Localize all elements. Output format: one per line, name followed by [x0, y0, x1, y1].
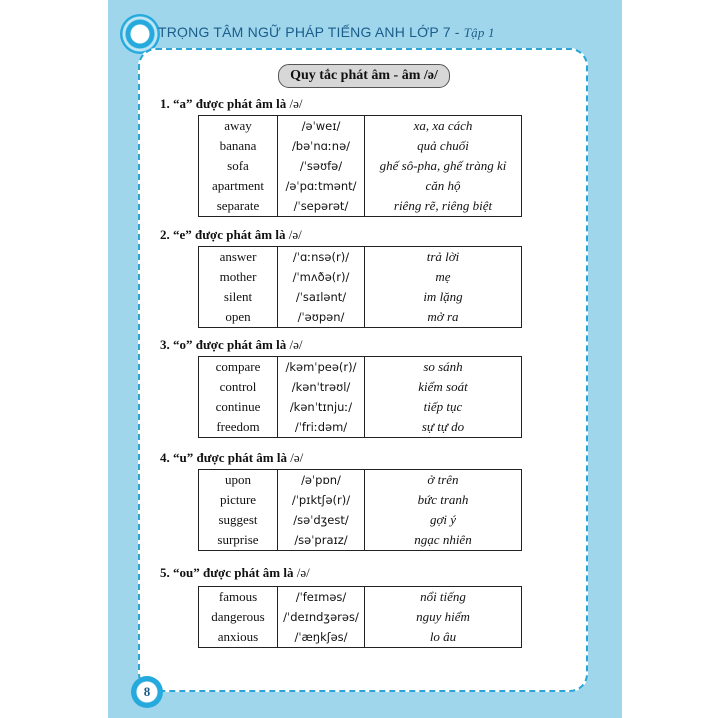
page-number: 8: [131, 676, 163, 708]
section-heading: 3. “o” được phát âm là /ə/: [160, 337, 303, 352]
meaning-cell: bức tranh: [365, 490, 522, 510]
meaning-cell: ghế sô-pha, ghế tràng kỉ: [365, 156, 522, 176]
meaning-cell: riêng rẽ, riêng biệt: [365, 196, 522, 217]
table-row: [199, 490, 522, 510]
table-row: [199, 377, 522, 397]
word-table: [198, 115, 522, 217]
table-row: [199, 116, 522, 137]
ipa-cell: /ˈfeɪməs/: [278, 587, 365, 608]
table-row: [199, 587, 522, 608]
table-row: [199, 267, 522, 287]
word-cell: picture: [199, 490, 278, 510]
table-row: [199, 247, 522, 268]
word-table: [198, 246, 522, 328]
section-heading: 2. “e” được phát âm là /ə/: [160, 227, 302, 242]
table-row: [199, 470, 522, 491]
meaning-cell: nguy hiểm: [365, 607, 522, 627]
table-row: [199, 397, 522, 417]
word-table: [198, 356, 522, 438]
word-cell: compare: [199, 357, 278, 378]
meaning-cell: lo âu: [365, 627, 522, 648]
ipa-cell: /ˈæŋkʃəs/: [278, 627, 365, 648]
ipa-cell: /səˈdʒest/: [278, 510, 365, 530]
ipa-cell: /ˈɑːnsə(r)/: [278, 247, 365, 268]
meaning-cell: nổi tiếng: [365, 587, 522, 608]
ipa-cell: /ˈpɪktʃə(r)/: [278, 490, 365, 510]
ipa-cell: /kənˈtɪnjuː/: [278, 397, 365, 417]
ipa-cell: /ˈmʌðə(r)/: [278, 267, 365, 287]
word-cell: open: [199, 307, 278, 328]
table-row: [199, 607, 522, 627]
ipa-cell: /ˈsəʊfə/: [278, 156, 365, 176]
meaning-cell: quả chuối: [365, 136, 522, 156]
table-row: [199, 176, 522, 196]
word-cell: apartment: [199, 176, 278, 196]
ipa-cell: /ˈəʊpən/: [278, 307, 365, 328]
table-row: [199, 627, 522, 648]
table-row: [199, 357, 522, 378]
table-row: [199, 156, 522, 176]
table-row: [199, 307, 522, 328]
word-cell: banana: [199, 136, 278, 156]
word-cell: surprise: [199, 530, 278, 551]
header-title: [158, 24, 495, 41]
meaning-cell: trả lời: [365, 247, 522, 268]
meaning-cell: tiếp tục: [365, 397, 522, 417]
section-heading: 4. “u” được phát âm là /ə/: [160, 450, 304, 465]
ipa-cell: /səˈpraɪz/: [278, 530, 365, 551]
meaning-cell: mẹ: [365, 267, 522, 287]
volume-label: Tập 1: [463, 25, 495, 40]
meaning-cell: im lặng: [365, 287, 522, 307]
word-cell: separate: [199, 196, 278, 217]
ipa-cell: /bəˈnɑːnə/: [278, 136, 365, 156]
table-row: [199, 417, 522, 438]
meaning-cell: kiểm soát: [365, 377, 522, 397]
word-cell: anxious: [199, 627, 278, 648]
table-row: [199, 136, 522, 156]
ipa-cell: /əˈpɒn/: [278, 470, 365, 491]
meaning-cell: mở ra: [365, 307, 522, 328]
word-cell: dangerous: [199, 607, 278, 627]
word-cell: freedom: [199, 417, 278, 438]
meaning-cell: căn hộ: [365, 176, 522, 196]
word-cell: mother: [199, 267, 278, 287]
word-cell: away: [199, 116, 278, 137]
ipa-cell: /ˈdeɪndʒərəs/: [278, 607, 365, 627]
word-cell: sofa: [199, 156, 278, 176]
meaning-cell: so sánh: [365, 357, 522, 378]
meaning-cell: ở trên: [365, 470, 522, 491]
word-cell: silent: [199, 287, 278, 307]
table-row: [199, 530, 522, 551]
ipa-cell: /əˈpɑːtmənt/: [278, 176, 365, 196]
ipa-cell: /ˈsaɪlənt/: [278, 287, 365, 307]
section-heading: 1. “a” được phát âm là /ə/: [160, 96, 303, 111]
meaning-cell: sự tự do: [365, 417, 522, 438]
meaning-cell: xa, xa cách: [365, 116, 522, 137]
word-cell: suggest: [199, 510, 278, 530]
ipa-cell: /kəmˈpeə(r)/: [278, 357, 365, 378]
word-cell: answer: [199, 247, 278, 268]
meaning-cell: ngạc nhiên: [365, 530, 522, 551]
section-heading: 5. “ou” được phát âm là /ə/: [160, 565, 310, 580]
word-cell: continue: [199, 397, 278, 417]
word-table: [198, 586, 522, 648]
ipa-cell: /ˈsepərət/: [278, 196, 365, 217]
rule-title: Quy tắc phát âm - âm /ə/: [278, 64, 450, 88]
ipa-cell: /əˈweɪ/: [278, 116, 365, 137]
book-title: TRỌNG TÂM NGỮ PHÁP TIẾNG ANH LỚP 7 -: [158, 24, 464, 40]
word-cell: control: [199, 377, 278, 397]
meaning-cell: gợi ý: [365, 510, 522, 530]
ipa-cell: /kənˈtrəʊl/: [278, 377, 365, 397]
word-cell: famous: [199, 587, 278, 608]
table-row: [199, 196, 522, 217]
ipa-cell: /ˈfriːdəm/: [278, 417, 365, 438]
table-row: [199, 287, 522, 307]
word-table: [198, 469, 522, 551]
word-cell: upon: [199, 470, 278, 491]
table-row: [199, 510, 522, 530]
